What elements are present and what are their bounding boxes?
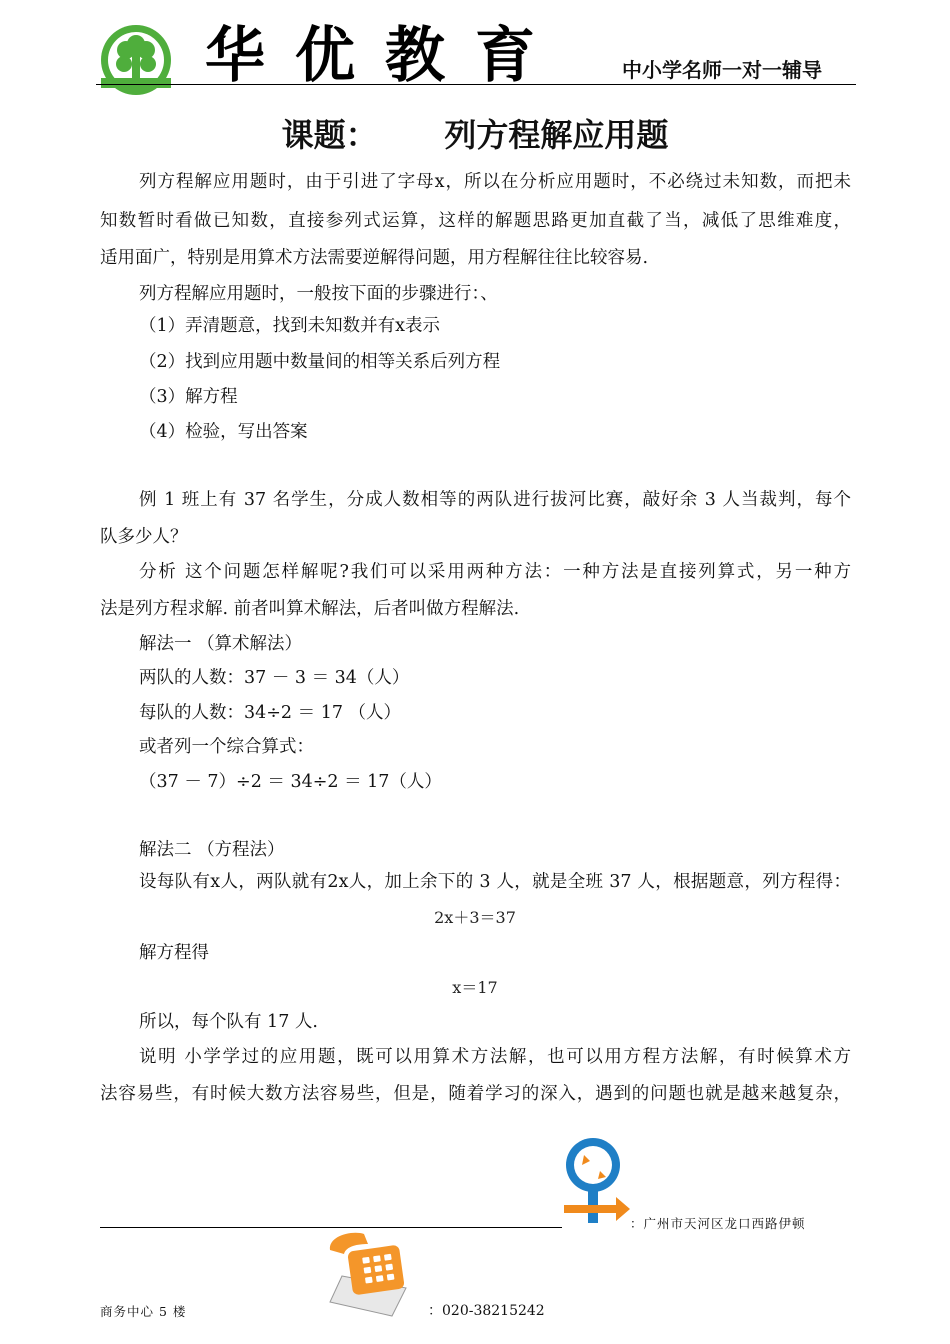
lesson-title: 课题： 列方程解应用题: [281, 116, 669, 154]
address-line-1: ：广州市天河区龙口西路伊顿: [630, 1216, 806, 1231]
method-1-combined-formula: （37 － 7）÷2 ＝ 34÷2 ＝ 17（人）: [139, 772, 442, 792]
analysis-line-2: 法是列方程求解. 前者叫算术解法，后者叫做方程解法.: [100, 599, 520, 619]
address-line-2: 商务中心 5 楼: [100, 1304, 187, 1319]
equation: 2x＋3＝37: [434, 908, 516, 927]
answer: 所以，每个队有 17 人.: [139, 1012, 318, 1032]
step-3: （3）解方程: [139, 387, 238, 407]
location-pin-icon: [560, 1135, 632, 1227]
telephone-icon: [322, 1228, 422, 1318]
note-line-1: 说明 小学学过的应用题，既可以用算术方法解，也可以用方程方法解，有时候算术方: [139, 1047, 851, 1067]
method-1-combined-label: 或者列一个综合算式：: [139, 737, 314, 757]
method-2-setup: 设每队有x人，两队就有2x人，加上余下的 3 人，就是全班 37 人，根据题意，列方程得：: [139, 872, 851, 892]
example-1-question-line-2: 队多少人？: [100, 527, 188, 547]
solve-label: 解方程得: [139, 943, 209, 963]
intro-paragraph-line-3: 适用面广，特别是用算术方法需要逆解得问题，用方程解往往比较容易.: [100, 248, 649, 268]
note-line-2: 法容易些，有时候大数方法容易些，但是，随着学习的深入，遇到的问题也就是越来越复杂，: [100, 1084, 851, 1104]
intro-paragraph-line-1: 列方程解应用题时，由于引进了字母x，所以在分析应用题时，不必绕过未知数，而把未: [139, 172, 851, 192]
step-1: （1）弄清题意，找到未知数并有x表示: [139, 316, 441, 336]
header-divider: [96, 84, 856, 85]
brand-slogan: 中小学名师一对一辅导: [622, 58, 822, 82]
brand-name: 华优教育: [205, 21, 565, 91]
method-1-step-1: 两队的人数：37 － 3 ＝ 34（人）: [139, 668, 410, 688]
steps-intro: 列方程解应用题时，一般按下面的步骤进行：、: [139, 284, 498, 304]
solution: x＝17: [452, 978, 498, 997]
analysis-line-1: 分析 这个问题怎样解呢?我们可以采用两种方法：一种方法是直接列算式，另一种方: [139, 562, 851, 582]
method-1-step-2: 每队的人数：34÷2 ＝ 17 （人）: [139, 703, 402, 723]
method-2-heading: 解法二 （方程法）: [139, 840, 285, 860]
example-1-question-line-1: 例 1 班上有 37 名学生，分成人数相等的两队进行拔河比赛，敲好余 3 人当裁判，每个: [139, 490, 851, 510]
intro-paragraph-line-2: 知数暂时看做已知数，直接参列式运算，这样的解题思路更加直截了当，减低了思维难度，: [100, 211, 851, 231]
tree-logo-icon: [96, 22, 176, 98]
method-1-heading: 解法一 （算术解法）: [139, 634, 303, 654]
phone-number: ：020-38215242: [428, 1303, 545, 1319]
step-2: （2）找到应用题中数量间的相等关系后列方程: [139, 352, 501, 372]
step-4: （4）检验，写出答案: [139, 422, 308, 442]
